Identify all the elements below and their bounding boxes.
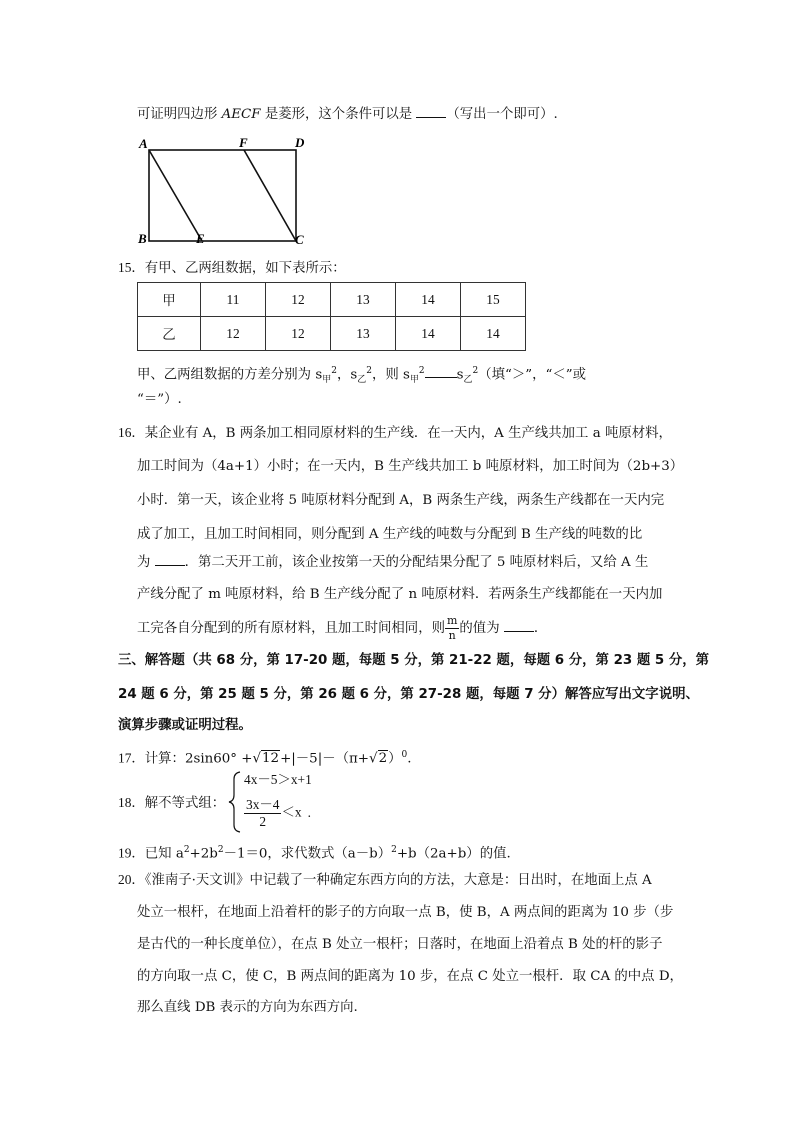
q18-fraction <box>244 797 281 830</box>
q20-text: 《淮南子·天文训》中记载了一种确定东西方向的方法，大意是：日出时，在地面上点 A <box>144 873 652 888</box>
q15-sub-yi: 乙 <box>463 375 473 386</box>
q19-part-c: －1＝0，求代数式（a－b） <box>223 846 392 862</box>
q15-text: 有甲、乙两组数据，如下表所示： <box>144 261 346 276</box>
q19-number: 19． <box>118 845 145 861</box>
q20-line1 <box>118 870 652 891</box>
q19-line <box>118 840 511 864</box>
table-cell: 13 <box>331 317 396 351</box>
table-cell: 14 <box>461 317 526 351</box>
q15-variance-line <box>137 361 586 390</box>
q18-number: 18． <box>118 795 145 810</box>
q14-answer-blank[interactable] <box>416 103 446 118</box>
q16-text: 某企业有 A，B 两条加工相同原材料的生产线．在一天内，A 生产线共加工 a 吨原材料， <box>144 426 672 441</box>
label-b: B <box>138 231 147 246</box>
q17-sqrt-2: 2 <box>378 751 388 767</box>
q16-ratio-blank[interactable] <box>155 551 185 566</box>
q16-number: 16． <box>118 425 145 440</box>
q15-sup: 2 <box>331 366 337 376</box>
q14-text-mid: 是菱形，这个条件可以是 <box>260 107 417 122</box>
q15-data-table <box>137 282 526 351</box>
table-row-label: 乙 <box>138 317 201 351</box>
q19-part-b: +2b <box>189 846 218 862</box>
label-d: D <box>295 135 305 150</box>
q18-inequality-2 <box>244 797 311 830</box>
q14-shape-name: AECF <box>221 107 261 122</box>
q16-line1 <box>118 423 672 444</box>
label-a: A <box>139 136 148 151</box>
q16-l7-end: ． <box>533 621 548 636</box>
label-e: E <box>196 231 205 246</box>
label-f: F <box>239 135 248 150</box>
q18-end: . <box>307 804 311 820</box>
rectangle-abcd <box>149 150 296 241</box>
q18-text: 解不等式组： <box>144 796 226 811</box>
q15-answer-blank[interactable] <box>425 363 457 378</box>
q19-part-a: 已知 a <box>144 846 184 862</box>
table-row <box>138 317 526 351</box>
table-cell: 14 <box>396 283 461 317</box>
q16-line2: 加工时间为（4a+1）小时；在一天内，B 生产线共加工 b 吨原材料，加工时间为（2b+3） <box>137 459 684 474</box>
q19-sup: 2 <box>183 845 190 855</box>
q16-l5-rest: ．第二天开工前，该企业按第一天的分配结果分配了 5 吨原材料后，又给 A 生 <box>184 555 649 570</box>
q17-part-b: +|－5|－（π+ <box>280 751 370 767</box>
q16-l7-mid: 的值为 <box>459 621 504 636</box>
q16-line7 <box>137 614 547 643</box>
q18-label <box>118 793 225 814</box>
q14-line <box>137 103 558 125</box>
q20-line4: 的方向取一点 C，使 C，B 两点间的距离为 10 步，在点 C 处立一根杆．取 CA 的中点 D， <box>137 969 683 984</box>
q19-sup: 2 <box>391 845 397 855</box>
q15-sub-yi: 乙 <box>357 375 367 386</box>
q16-line6: 产线分配了 m 吨原材料，给 B 生产线分配了 n 吨原材料．若两条生产线都能在一天内加 <box>137 587 663 602</box>
brace-icon <box>228 771 242 833</box>
q20-line5: 那么直线 DB 表示的方向为东西方向. <box>137 1000 358 1015</box>
q17-exponent: 0 <box>401 750 408 760</box>
q16-l7-start: 工完各自分配到的所有原材料，且加工时间相同，则 <box>137 621 445 636</box>
q15-s-label: s <box>456 367 464 383</box>
q16-value-blank[interactable] <box>504 617 534 632</box>
table-row <box>138 283 526 317</box>
q15-variance-text: 甲、乙两组数据的方差分别为 s <box>137 367 323 383</box>
fraction-numerator: m <box>446 614 458 627</box>
q15-sub-jia: 甲 <box>322 375 332 386</box>
q17-number: 17． <box>118 750 145 766</box>
table-cell: 11 <box>201 283 266 317</box>
q15-sub-jia: 甲 <box>409 375 419 386</box>
q18-ineq2-rest: ＜x <box>281 804 302 820</box>
segment-fc <box>244 150 296 241</box>
q17-part-a: 计算：2sin60° + <box>144 751 253 767</box>
q15-fill-instruction: （填“＞”，“＜”或 <box>478 367 587 383</box>
label-c: C <box>295 232 304 247</box>
fraction-numerator: 3x－4 <box>246 797 280 812</box>
q17-part-c: ） <box>388 751 402 767</box>
section3-heading-line3: 演算步骤或证明过程。 <box>118 718 252 733</box>
q16-line5 <box>137 551 648 573</box>
q19-part-d: +b（2a+b）的值. <box>396 846 511 862</box>
fraction-denominator: n <box>448 629 456 642</box>
q15-sup: 2 <box>366 366 372 376</box>
segment-ae <box>149 150 202 241</box>
q15-then-s: ，则 s <box>371 367 410 383</box>
q18-inequality-1: 4x－5＞x+1 <box>244 772 312 787</box>
table-cell: 12 <box>266 317 331 351</box>
q15-heading <box>118 258 346 279</box>
q20-number: 20． <box>118 872 145 887</box>
rectangle-figure <box>132 132 312 250</box>
q17-sqrt-12: 12 <box>262 751 280 767</box>
table-cell: 13 <box>331 283 396 317</box>
q17-line: 17．计算：$2\sin 60^\circ +√12+|-5|-(\pi+√2)^0$. <box>118 750 412 767</box>
fraction-denominator: 2 <box>259 814 267 829</box>
q15-comma-s: ，s <box>336 367 358 383</box>
q16-line4: 成了加工，且加工时间相同，则分配到 A 生产线的吨数与分配到 B 生产线的吨数的比 <box>137 527 643 542</box>
q14-text-before: 可证明四边形 <box>137 107 222 122</box>
q16-fraction <box>445 614 459 643</box>
q15-sup: 2 <box>418 366 425 376</box>
section3-heading-line2: 24 题 6 分，第 25 题 5 分，第 26 题 6 分，第 27-28 题，每题 7 分）解答应写出文字说明、 <box>118 687 699 702</box>
table-cell: 14 <box>396 317 461 351</box>
section3-heading-line1: 三、解答题（共 68 分，第 17-20 题，每题 5 分，第 21-22 题，每题 6 分，第 23 题 5 分，第 <box>118 653 710 668</box>
table-row-label: 甲 <box>138 283 201 317</box>
q15-number: 15． <box>118 260 145 275</box>
q20-line3: 是古代的一种长度单位），在点 B 处立一根杆；日落时，在地面上沿着点 B 处的杆的影子 <box>137 937 663 952</box>
q17-end: . <box>407 751 412 767</box>
q16-line3: 小时．第一天，该企业将 5 吨原材料分配到 A，B 两条生产线，两条生产线都在一天内完 <box>137 493 665 508</box>
table-cell: 12 <box>201 317 266 351</box>
q20-line2: 处立一根杆，在地面上沿着杆的影子的方向取一点 B，使 B，A 两点间的距离为 10 步（步 <box>137 905 674 920</box>
q14-text-after: （写出一个即可）. <box>446 107 558 122</box>
table-cell: 15 <box>461 283 526 317</box>
q15-sup: 2 <box>472 366 479 376</box>
q16-l5-start: 为 <box>137 555 155 570</box>
q19-sup: 2 <box>217 845 224 855</box>
q15-line2: “＝”）. <box>137 392 182 407</box>
table-cell: 12 <box>266 283 331 317</box>
